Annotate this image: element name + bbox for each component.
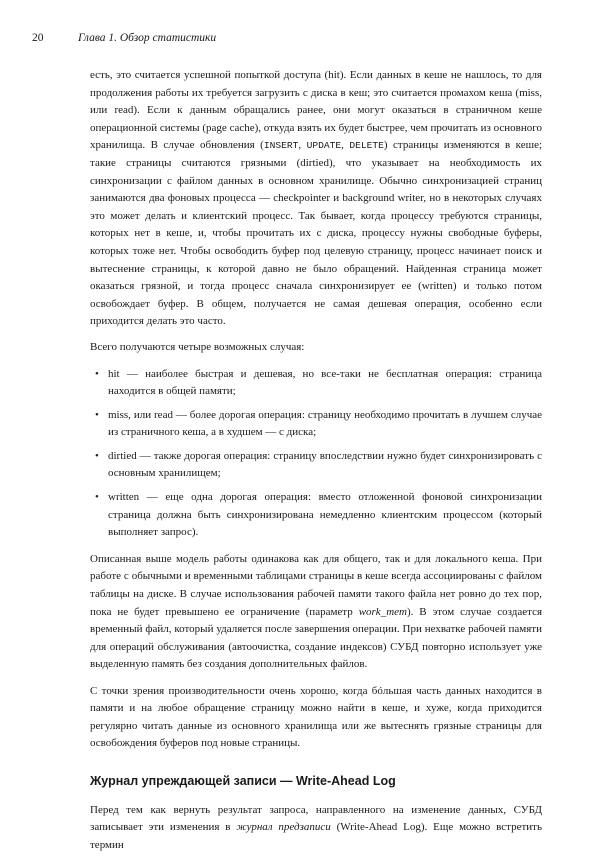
code-update: UPDATE bbox=[306, 140, 342, 152]
paragraph-text: есть, это считается успешной попыткой доступа (hit). Если данных в кеше не нашлось, то для продолжения работы их требуется загрузить с диска в кеш; это считается промахом кеша (miss, или read). Если к данным обращались ранее, они могут оказаться в страничном кеше операционной системы (page cache), откуда взять их будет быстрее, чем прочитать из основного хранилища. В случае обновления ( bbox=[90, 69, 542, 152]
list-item bbox=[90, 448, 542, 483]
running-header bbox=[32, 30, 540, 46]
term-wal: журнал предзаписи bbox=[236, 821, 331, 834]
paragraph-four-cases: Всего получаются четыре возможных случая: bbox=[90, 341, 305, 354]
page-body bbox=[90, 67, 542, 863]
list-item-text: miss, или read — более дорогая операция: страницу необходимо прочитать в лучшем случае из страничного кеша, а в худшем — с диска; bbox=[108, 408, 542, 439]
bullet-icon: • bbox=[95, 449, 99, 462]
list-item bbox=[90, 489, 542, 542]
list-item-text: dirtied — также дорогая операция: страницу впоследствии нужно будет синхронизировать с основным хранилищем; bbox=[108, 449, 542, 480]
bullet-icon: • bbox=[95, 408, 99, 421]
paragraph-cache-model bbox=[90, 551, 542, 674]
chapter-title: Глава 1. Обзор статистики bbox=[78, 32, 217, 44]
list-item-text: written — еще одна дорогая операция: вместо отложенной фоновой синхронизации страница должна быть синхронизирована немедленно клиентским процессом (который выполняет запрос). bbox=[108, 491, 542, 539]
bullet-icon: • bbox=[95, 367, 99, 380]
paragraph-cache-hit-miss bbox=[90, 67, 542, 331]
separator: , bbox=[298, 139, 307, 152]
cases-list bbox=[90, 366, 542, 542]
paragraph-performance: С точки зрения производительности очень хорошо, когда бóльшая часть данных находится в памяти и на любое обращение страницу можно найти в кеше, и хуже, когда приходится регулярно читать данные из основного хранилища или же вытеснять грязные страницы для освобождения буферов под новые страницы. bbox=[90, 684, 542, 750]
bullet-icon: • bbox=[95, 491, 99, 504]
paragraph-text: Перед тем как вернуть результат запроса, направленного на изменение данных, СУБД записывает эти изменения в bbox=[90, 803, 542, 834]
paragraph-wal-intro bbox=[90, 802, 542, 855]
paragraph-text: (Write-Ahead Log). Еще можно встретить термин bbox=[90, 821, 542, 852]
page-number: 20 bbox=[32, 32, 44, 44]
list-item bbox=[90, 366, 542, 401]
code-insert: INSERT bbox=[263, 140, 299, 152]
paragraph-text: ). В этом случае создается временный файл, который удаляется после завершения операции. При нехватке рабочей памяти для операций обслуживания (автоочистка, создание индексов) СУБД повторно использует уже выделенную память без создания дополнительных файлов. bbox=[90, 605, 543, 671]
paragraph-text: ) страницы изменяются в кеше; такие страницы считаются грязными (dirtied), что указывает на необходимость их синхронизации с файлом данных в основном хранилище. Обычно синхронизацией страниц занимаются два фоновых процесса — checkpointer и background writer, но в некоторых случаях это может делать и клиентский процесс. Так бывает, когда процессу требуются страницы, которых нет в кеше, и, чтобы прочитать их с диска, процессу нужны свободные буферы, которых тоже нет. Чтобы освободить буфер под целевую страницу, процесс начинает поиск и вытеснение страницы, к которой давно не было обращений. Найденная страница может оказаться грязной, и тогда процесс сначала синхронизирует ее (written) и только потом освобождает буфер. В общем, получается не самая дешевая операция, особенно если приходится делать это часто. bbox=[90, 139, 543, 328]
parameter-work-mem: work_mem bbox=[358, 605, 407, 618]
list-item bbox=[90, 407, 542, 442]
paragraph-text: Описанная выше модель работы одинакова как для общего, так и для локального кеша. При работе с обычными и временными таблицами страницы в кеше всегда ассоциированы с файлом таблицы на диске. В случае использования рабочей памяти такого файла нет ровно до тех пор, пока не будет превышено ее ограничение (параметр bbox=[90, 552, 542, 618]
section-heading: Журнал упреждающей записи — Write-Ahead Log bbox=[90, 773, 396, 788]
code-delete: DELETE bbox=[349, 140, 384, 152]
list-item-text: hit — наиболее быстрая и дешевая, но все-таки не бесплатная операция: страница находится в общей памяти; bbox=[108, 367, 542, 398]
separator: , bbox=[341, 139, 350, 152]
